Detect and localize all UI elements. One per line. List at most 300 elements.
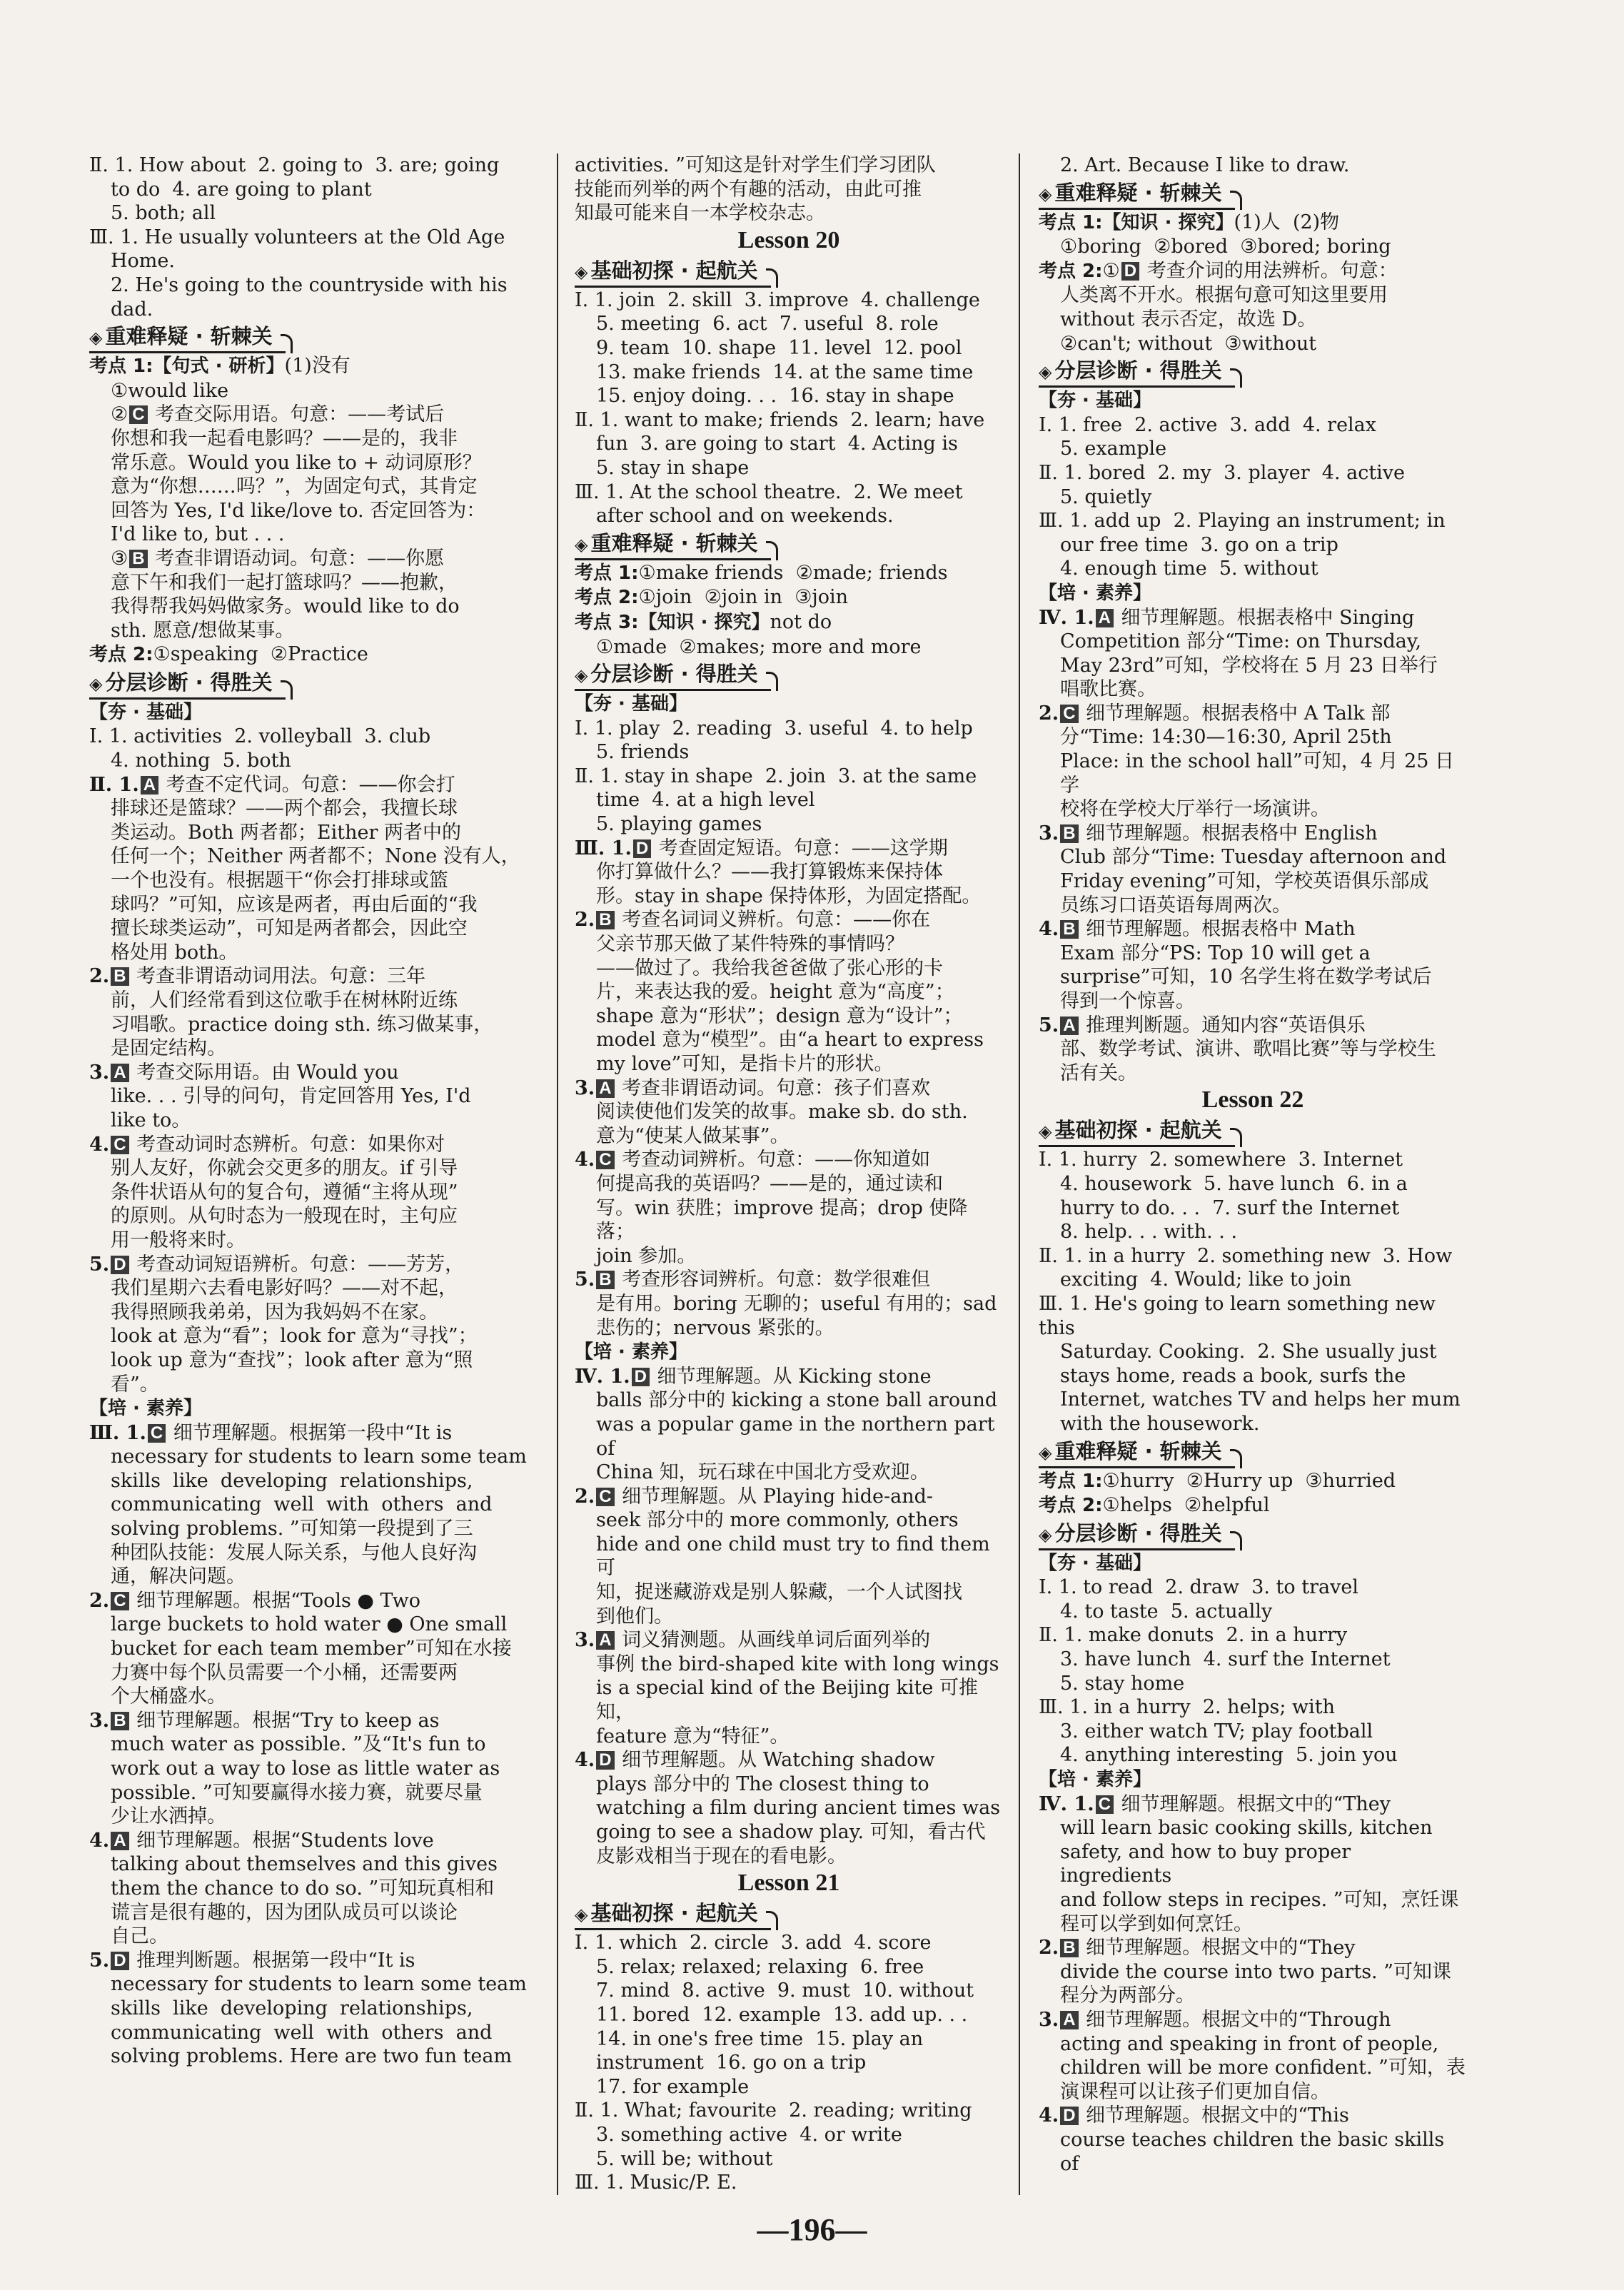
- answer-text: 格处用 both。: [111, 941, 238, 964]
- answer-text: 自己。: [111, 1925, 168, 1948]
- answer-text: (1)没有: [284, 355, 350, 378]
- answer-choice-box: B: [111, 1712, 128, 1730]
- answer-line: [1039, 1648, 1467, 1672]
- answer-text: 擅长球类运动”，可知是两者都会，因此空: [111, 917, 468, 940]
- answer-choice-box: C: [1096, 1795, 1114, 1814]
- section-heading: [1039, 1116, 1235, 1147]
- answer-text: 4. anything interesting 5. join you: [1060, 1744, 1398, 1767]
- answer-line: [575, 1508, 1003, 1533]
- question-number: 4.: [575, 1749, 595, 1772]
- answer-text: seek 部分中的 more commonly, others: [596, 1509, 959, 1532]
- answer-line: [575, 480, 1003, 505]
- answer-text: 细节理解题。从 Playing hide-and-: [615, 1485, 934, 1508]
- answer-line: [1039, 894, 1467, 918]
- answer-line: [89, 1109, 543, 1133]
- answer-text: 演课程可以让孩子们更加自信。: [1060, 2080, 1330, 2103]
- answer-line: [89, 1013, 543, 1037]
- answer-text: exciting 4. Would; like to join: [1060, 1268, 1352, 1291]
- answer-line: [575, 1316, 1003, 1341]
- answer-line: [575, 1076, 1003, 1101]
- answer-text: Ⅱ. 1. What; favourite 2. reading; writing: [575, 2099, 972, 2122]
- answer-text: 17. for example: [596, 2075, 750, 2098]
- answer-text: plays 部分中的 The closest thing to: [596, 1772, 929, 1795]
- question-number: 4.: [1039, 2104, 1059, 2127]
- answer-line: [89, 379, 543, 403]
- question-number: 5.: [1039, 1014, 1059, 1036]
- answer-text: 你想和我一起看电影吗？——是的，我非: [111, 427, 458, 450]
- answer-text: balls 部分中的 kicking a stone ball around: [596, 1389, 998, 1412]
- answer-text: 考查非谓语动词用法。句意：三年: [130, 965, 426, 988]
- key-point-label: 考点 1:【句式 · 研析】: [89, 355, 285, 378]
- answer-line: [575, 1172, 1003, 1196]
- column-divider: [557, 153, 558, 2195]
- answer-line: [1039, 1014, 1467, 1038]
- answer-line: [1039, 797, 1467, 822]
- answer-line: [575, 1845, 1003, 1869]
- answer-choice-box: B: [1060, 920, 1078, 939]
- answer-line: [575, 585, 1003, 610]
- answer-line: [575, 288, 1003, 313]
- answer-line: [89, 1469, 543, 1493]
- answer-line: [1039, 1220, 1467, 1244]
- answer-text: 任何一个；Neither 两者都不；None 没有人，: [111, 845, 520, 868]
- answer-choice-box: C: [1060, 705, 1078, 723]
- answer-text: ①speaking ②Practice: [153, 643, 368, 666]
- answer-line: [1039, 1767, 1467, 1792]
- answer-choice-box: B: [596, 1271, 614, 1289]
- answer-text: communicating well with others and: [111, 1493, 493, 1516]
- answer-text: 词义猜测题。从画线单词后面列举的: [615, 1629, 931, 1652]
- question-number: 5.: [89, 1253, 110, 1276]
- answer-line: [575, 1365, 1003, 1389]
- answer-line: [575, 1004, 1003, 1029]
- answer-text: 排球还是篮球？——两个都会，我擅长球: [111, 797, 458, 820]
- answer-line: [89, 1613, 543, 1637]
- answer-line: [575, 2099, 1003, 2123]
- answer-text: 意为“使某人做某事”。: [596, 1124, 790, 1147]
- answer-line: [89, 619, 543, 643]
- section-heading: [575, 660, 771, 691]
- answer-text: 5. stay in shape: [596, 456, 750, 479]
- answer-line: [89, 153, 543, 178]
- answer-text: 细节理解题。根据表格中 Singing: [1114, 606, 1415, 629]
- answer-line: [89, 1972, 543, 1997]
- answer-line: [1039, 1600, 1467, 1624]
- diamond-icon: ◈: [1039, 1524, 1052, 1545]
- answer-text: Ⅰ. 1. join 2. skill 3. improve 4. challenge: [575, 288, 980, 311]
- answer-line: [1039, 2056, 1467, 2080]
- answer-choice-box: A: [596, 1631, 614, 1650]
- answer-text: 球吗？”可知，应该是两者，再由后面的“我: [111, 893, 478, 916]
- answer-text: after school and on weekends.: [596, 505, 894, 528]
- answer-line: [1039, 654, 1467, 678]
- section-heading-text: 分层诊断 · 得胜关: [590, 662, 758, 687]
- answer-text: 何提高我的英语吗？——是的，通过读和: [596, 1172, 943, 1195]
- answer-text: necessary for students to learn some team: [111, 1973, 527, 1996]
- answer-text: 谎言是很有趣的，因为团队成员可以谈论: [111, 1901, 458, 1924]
- answer-text: 意下午和我们一起打篮球吗？——抱歉，: [111, 571, 458, 594]
- answer-line: [1039, 2032, 1467, 2057]
- answer-text: acting and speaking in front of people,: [1060, 2032, 1439, 2055]
- answer-line: [1039, 1037, 1467, 1061]
- answer-text: look up 意为“查找”；look after 意为“照: [111, 1348, 473, 1371]
- answer-text: 2. Art. Because I like to draw.: [1060, 154, 1350, 176]
- section-heading-text: 分层诊断 · 得胜关: [105, 670, 273, 695]
- answer-text: Internet, watches TV and helps her mum: [1060, 1388, 1461, 1411]
- answer-text: 考查动词短语辨析。句意：——芳芳，: [130, 1253, 465, 1276]
- diamond-icon: ◈: [1039, 362, 1052, 383]
- answer-text: Ⅰ. 1. free 2. active 3. add 4. relax: [1039, 413, 1377, 436]
- answer-line: [575, 740, 1003, 765]
- section-heading-row: [575, 528, 1003, 561]
- answer-line: [89, 1852, 543, 1877]
- answer-line: [575, 717, 1003, 741]
- key-point-label: 考点 2:: [1039, 1495, 1103, 1517]
- answer-line: [575, 860, 1003, 884]
- answer-line: [575, 178, 1003, 202]
- answer-text: 知最可能来自一本学校杂志。: [575, 202, 825, 225]
- answer-text: 细节理解题。根据文中的“Through: [1079, 2008, 1391, 2031]
- answer-text: 类运动。Both 两者都；Either 两者中的: [111, 821, 461, 844]
- question-number: 4.: [1039, 918, 1059, 941]
- answer-text: 4. to taste 5. actually: [1060, 1600, 1273, 1623]
- answer-line: [575, 1979, 1003, 2003]
- answer-choice-box: D: [596, 1751, 614, 1770]
- answer-line: [575, 692, 1003, 717]
- answer-line: [575, 1388, 1003, 1413]
- question-number: 2.: [575, 1485, 595, 1508]
- answer-line: [1039, 283, 1467, 308]
- answer-text: ①helps ②helpful: [1102, 1494, 1270, 1517]
- answer-line: [575, 1268, 1003, 1292]
- answer-text: instrument 16. go on a trip: [596, 2052, 867, 2074]
- answer-text: sth. 愿意/想做某事。: [111, 619, 295, 642]
- key-point-label: 考点 3:【知识 · 探究】: [575, 611, 770, 633]
- question-number: Ⅳ. 1.: [1039, 1792, 1094, 1815]
- answer-text: 细节理解题。根据“Try to keep as: [130, 1709, 440, 1732]
- answer-column-right: [1039, 153, 1467, 2175]
- answer-line: [575, 1485, 1003, 1509]
- answer-line: [1039, 1268, 1467, 1292]
- answer-line: [89, 1637, 543, 1661]
- question-number: 3.: [89, 1709, 110, 1732]
- answer-line: [89, 1421, 543, 1446]
- diamond-icon: ◈: [1039, 183, 1052, 204]
- answer-line: [89, 1324, 543, 1348]
- section-heading: [575, 530, 771, 560]
- answer-line: [1039, 437, 1467, 461]
- answer-text: feature 意为“特征”。: [596, 1725, 790, 1747]
- answer-line: [1039, 965, 1467, 989]
- answer-text: 细节理解题。根据表格中 English: [1079, 822, 1378, 844]
- answer-text: ①would like: [111, 379, 229, 402]
- section-heading-text: 分层诊断 · 得胜关: [1054, 358, 1222, 383]
- answer-line: [89, 797, 543, 821]
- question-number: 3.: [575, 1076, 595, 1099]
- answer-text: bucket for each team member”可知在水接: [111, 1638, 512, 1660]
- answer-text: 考查不定代词。句意：——你会打: [160, 773, 455, 796]
- answer-text: ①hurry ②Hurry up ③hurried: [1102, 1469, 1396, 1492]
- answer-text: necessary for students to learn some team: [111, 1446, 527, 1468]
- answer-line: [1039, 1575, 1467, 1600]
- answer-text: dad.: [111, 298, 153, 321]
- answer-line: [89, 869, 543, 893]
- answer-line: [575, 1605, 1003, 1629]
- answer-line: [575, 201, 1003, 226]
- answer-choice-box: D: [1060, 2107, 1078, 2125]
- answer-text: is a special kind of the Beijing kite 可推知，: [596, 1677, 978, 1724]
- answer-text: surprise”可知，10 名学生将在数学考试后: [1060, 966, 1432, 989]
- answer-line: [89, 941, 543, 965]
- answer-text: 皮影戏相当于现在的看电影。: [596, 1845, 847, 1867]
- page-number: —196—: [757, 2212, 867, 2247]
- answer-choice-box: A: [141, 776, 158, 795]
- answer-text: 细节理解题。根据文中的“They: [1114, 1792, 1391, 1815]
- answer-line: [1039, 869, 1467, 894]
- column-divider: [1019, 153, 1020, 2195]
- answer-line: [1039, 750, 1467, 797]
- key-point-label: 考点 2:: [575, 587, 639, 609]
- section-heading-row: [575, 659, 1003, 692]
- question-number: 2.: [89, 965, 110, 988]
- question-number: 3.: [89, 1061, 110, 1084]
- answer-text: 考查动词时态辨析。句意：如果你对: [130, 1133, 445, 1156]
- answer-line: [1039, 2080, 1467, 2104]
- answer-column-left: [89, 153, 543, 2152]
- key-point-label: 【夯 · 基础】: [1039, 390, 1151, 412]
- answer-text: 推理判断题。根据第一段中“It is: [130, 1949, 415, 1972]
- answer-text: 考查固定短语。句意：——这学期: [652, 837, 948, 859]
- answer-choice-box: A: [1060, 1017, 1078, 1035]
- answer-text: time 4. at a high level: [596, 789, 815, 812]
- answer-text: 少让水洒掉。: [111, 1805, 226, 1828]
- answer-line: [89, 1565, 543, 1589]
- answer-line: [1039, 1244, 1467, 1268]
- answer-line: [89, 1829, 543, 1853]
- answer-line: [575, 153, 1003, 178]
- answer-line: [1039, 1292, 1467, 1340]
- answer-choice-box: A: [596, 1079, 614, 1098]
- section-heading-row: [89, 667, 543, 700]
- question-number: 3.: [1039, 2008, 1059, 2031]
- section-heading-text: 基础初探 · 起航关: [1054, 1118, 1222, 1143]
- answer-line: [89, 475, 543, 499]
- question-number: 4.: [575, 1149, 595, 1171]
- answer-line: [575, 1124, 1003, 1149]
- answer-line: [1039, 153, 1467, 178]
- answer-text: 14. in one's free time 15. play an: [596, 2027, 924, 2050]
- answer-text: 细节理解题。从 Kicking stone: [650, 1365, 932, 1388]
- answer-text: skills like developing relationships,: [111, 1997, 473, 2019]
- answer-text: 常乐意。Would you like to + 动词原形？: [111, 451, 482, 474]
- question-number: 5.: [89, 1949, 110, 1972]
- key-point-label: 【培 · 素养】: [89, 1398, 202, 1420]
- answer-text: Ⅱ. 1. in a hurry 2. something new 3. How: [1039, 1244, 1453, 1267]
- answer-line: [89, 499, 543, 523]
- answer-text: 写。win 获胜；improve 提高；drop 使降落；: [596, 1196, 968, 1244]
- answer-line: [1039, 581, 1467, 606]
- answer-line: [1039, 1172, 1467, 1196]
- answer-line: [89, 1541, 543, 1565]
- answer-text: Ⅱ. 1. How about 2. going to 3. are; going: [89, 154, 500, 176]
- section-heading-row: [1039, 178, 1467, 211]
- answer-line: [575, 765, 1003, 789]
- section-heading-text: 重难释疑 · 斩棘关: [1054, 1438, 1222, 1463]
- answer-text: 考查形容词辨析。句意：数学很难但: [615, 1268, 931, 1291]
- answer-text: Ⅲ. 1. He usually volunteers at the Old Age: [89, 226, 505, 248]
- answer-line: [89, 1493, 543, 1517]
- answer-text: 细节理解题。根据“Tools ● Two: [130, 1589, 420, 1612]
- question-number: Ⅳ. 1.: [1039, 606, 1094, 629]
- answer-line: [575, 1148, 1003, 1172]
- answer-text: 通，解决问题。: [111, 1565, 246, 1588]
- answer-line: [89, 1517, 543, 1541]
- answer-text: 细节理解题。根据第一段中“It is: [167, 1421, 453, 1444]
- answer-line: [1039, 677, 1467, 702]
- answer-text: 条件状语从句的复合句，遵循“主将从现”: [111, 1181, 458, 1204]
- answer-line: [89, 917, 543, 941]
- answer-text: 技能而列举的两个有趣的活动，由此可推: [575, 178, 922, 201]
- answer-text: 考查交际用语。由 Would you: [130, 1061, 399, 1084]
- answer-text: Club 部分“Time: Tuesday afternoon and: [1060, 846, 1447, 869]
- answer-line: [89, 642, 543, 667]
- answer-text: Ⅰ. 1. play 2. reading 3. useful 4. to help: [575, 717, 973, 740]
- answer-line: [89, 595, 543, 619]
- answer-line: [1039, 2128, 1467, 2176]
- answer-line: [1039, 1960, 1467, 1984]
- item-marker: ②: [111, 403, 128, 426]
- answer-line: [1039, 1984, 1467, 2008]
- answer-line: [89, 1348, 543, 1373]
- answer-text: ①join ②join in ③join: [638, 586, 849, 609]
- answer-text: Ⅰ. 1. activities 2. volleyball 3. club: [89, 725, 431, 748]
- answer-line: [575, 980, 1003, 1004]
- answer-text: 15. enjoy doing. . . 16. stay in shape: [596, 385, 954, 408]
- answer-text: solving problems. ”可知第一段提到了三: [111, 1518, 473, 1540]
- section-heading-row: [575, 256, 1003, 288]
- answer-text: 5. relax; relaxed; relaxing 6. free: [596, 1955, 924, 1978]
- answer-text: Competition 部分“Time: on Thursday,: [1060, 630, 1422, 653]
- answer-line: [89, 226, 543, 250]
- question-number: 3.: [575, 1629, 595, 1652]
- answer-line: [89, 1949, 543, 1973]
- answer-text: 我们星期六去看电影好吗？——对不起，: [111, 1277, 458, 1300]
- lesson-heading: Lesson 22: [1201, 1086, 1304, 1114]
- answer-line: [89, 1661, 543, 1685]
- answer-text: 片，来表达我的爱。height 意为“高度”；: [596, 981, 954, 1004]
- diamond-icon: ◈: [89, 328, 103, 348]
- section-heading-row: [89, 321, 543, 354]
- answer-line: [575, 1725, 1003, 1749]
- answer-line: [89, 298, 543, 322]
- answer-text: 5. meeting 6. act 7. useful 8. role: [596, 313, 939, 336]
- answer-text: 你打算做什么？——我打算锻炼来保持体: [596, 861, 943, 884]
- answer-text: 5. example: [1060, 438, 1167, 460]
- answer-text: 形。stay in shape 保持体形，为固定搭配。: [596, 884, 982, 907]
- item-marker: ③: [111, 547, 128, 570]
- answer-text: 5. will be; without: [596, 2147, 773, 2170]
- answer-text: 意为“你想……吗？”，为固定句式，其肯定: [111, 475, 478, 498]
- answer-line: [1039, 1061, 1467, 1086]
- section-heading-row: [575, 1898, 1003, 1931]
- answer-line: [89, 403, 543, 427]
- answer-choice-box: D: [1121, 262, 1139, 281]
- answer-text: 3. have lunch 4. surf the Internet: [1060, 1648, 1391, 1671]
- section-heading: [1039, 1438, 1235, 1468]
- answer-line: [1039, 1720, 1467, 1744]
- section-heading-text: 重难释疑 · 斩棘关: [590, 530, 758, 555]
- answer-line: [89, 1133, 543, 1157]
- answer-text: 4. enough time 5. without: [1060, 558, 1318, 580]
- answer-line: [575, 788, 1003, 812]
- answer-text: May 23rd”可知，学校将在 5 月 23 日举行: [1060, 654, 1438, 677]
- answer-text: 阅读使他们发笑的故事。make sb. do sth.: [596, 1101, 968, 1124]
- answer-choice-box: D: [633, 839, 651, 858]
- answer-text: children will be more confident. ”可知，表: [1060, 2057, 1466, 2079]
- answer-text: much water as possible. ”及“It's fun to: [111, 1733, 486, 1756]
- answer-text: 程可以学到如何烹饪。: [1060, 1912, 1253, 1935]
- answer-line: [575, 2075, 1003, 2099]
- answer-line: [1039, 2008, 1467, 2032]
- answer-text: 事例 the bird-shaped kite with long wings: [596, 1653, 999, 1675]
- answer-text: divide the course into two parts. ”可知课: [1060, 1960, 1452, 1983]
- answer-line: [89, 844, 543, 869]
- answer-line: [89, 1204, 543, 1229]
- key-point-label: 【培 · 素养】: [575, 1341, 687, 1363]
- answer-text: 习唱歌。practice doing sth. 练习做某事，: [111, 1013, 493, 1036]
- answer-line: [575, 561, 1003, 586]
- section-heading-text: 重难释疑 · 斩棘关: [105, 324, 273, 349]
- section-heading-row: [1039, 355, 1467, 388]
- answer-text: possible. ”可知要赢得水接力赛，就要尽量: [111, 1781, 483, 1804]
- answer-line: [575, 1676, 1003, 1724]
- diamond-icon: ◈: [575, 261, 588, 282]
- answer-line: [575, 2003, 1003, 2027]
- answer-text: (1)人 (2)物: [1234, 211, 1340, 233]
- section-heading: [89, 323, 286, 353]
- answer-line: [89, 749, 543, 773]
- answer-text: 9. team 10. shape 11. level 12. pool: [596, 336, 962, 359]
- answer-line: [575, 408, 1003, 433]
- answer-text: 别人友好，你就会交更多的朋友。if 引导: [111, 1157, 458, 1180]
- answer-line: [575, 1244, 1003, 1268]
- key-point-label: 【夯 · 基础】: [89, 701, 202, 723]
- answer-text: 细节理解题。根据“Students love: [130, 1829, 434, 1852]
- answer-choice-box: C: [148, 1424, 166, 1443]
- section-heading: [575, 257, 771, 288]
- answer-text: hurry to do. . . 7. surf the Internet: [1060, 1196, 1400, 1219]
- key-point-label: 考点 2:: [89, 644, 153, 666]
- answer-line: [89, 1997, 543, 2021]
- answer-text: Ⅱ. 1. bored 2. my 3. player 4. active: [1039, 461, 1406, 484]
- answer-text: 得到一个惊喜。: [1060, 990, 1195, 1012]
- answer-choice-box: C: [596, 1488, 614, 1506]
- answer-text: 细节理解题。根据文中的“This: [1079, 2104, 1349, 2127]
- answer-text: ——做过了。我给我爸爸做了张心形的卡: [596, 957, 943, 979]
- answer-text: 考查非谓语动词。句意：——你愿: [148, 547, 445, 570]
- answer-line: [89, 989, 543, 1013]
- answer-choice-box: B: [129, 550, 147, 568]
- answer-text: 我得照顾我弟弟，因为我妈妈不在家。: [111, 1301, 438, 1323]
- answer-line: [89, 725, 543, 749]
- answer-text: skills like developing relationships,: [111, 1469, 473, 1492]
- answer-line: [89, 1061, 543, 1085]
- answer-line: [1039, 630, 1467, 654]
- question-number: Ⅱ. 1.: [89, 773, 139, 796]
- answer-line: [89, 1709, 543, 1733]
- key-point-label: 考点 2:: [1039, 260, 1103, 282]
- answer-line: [89, 451, 543, 475]
